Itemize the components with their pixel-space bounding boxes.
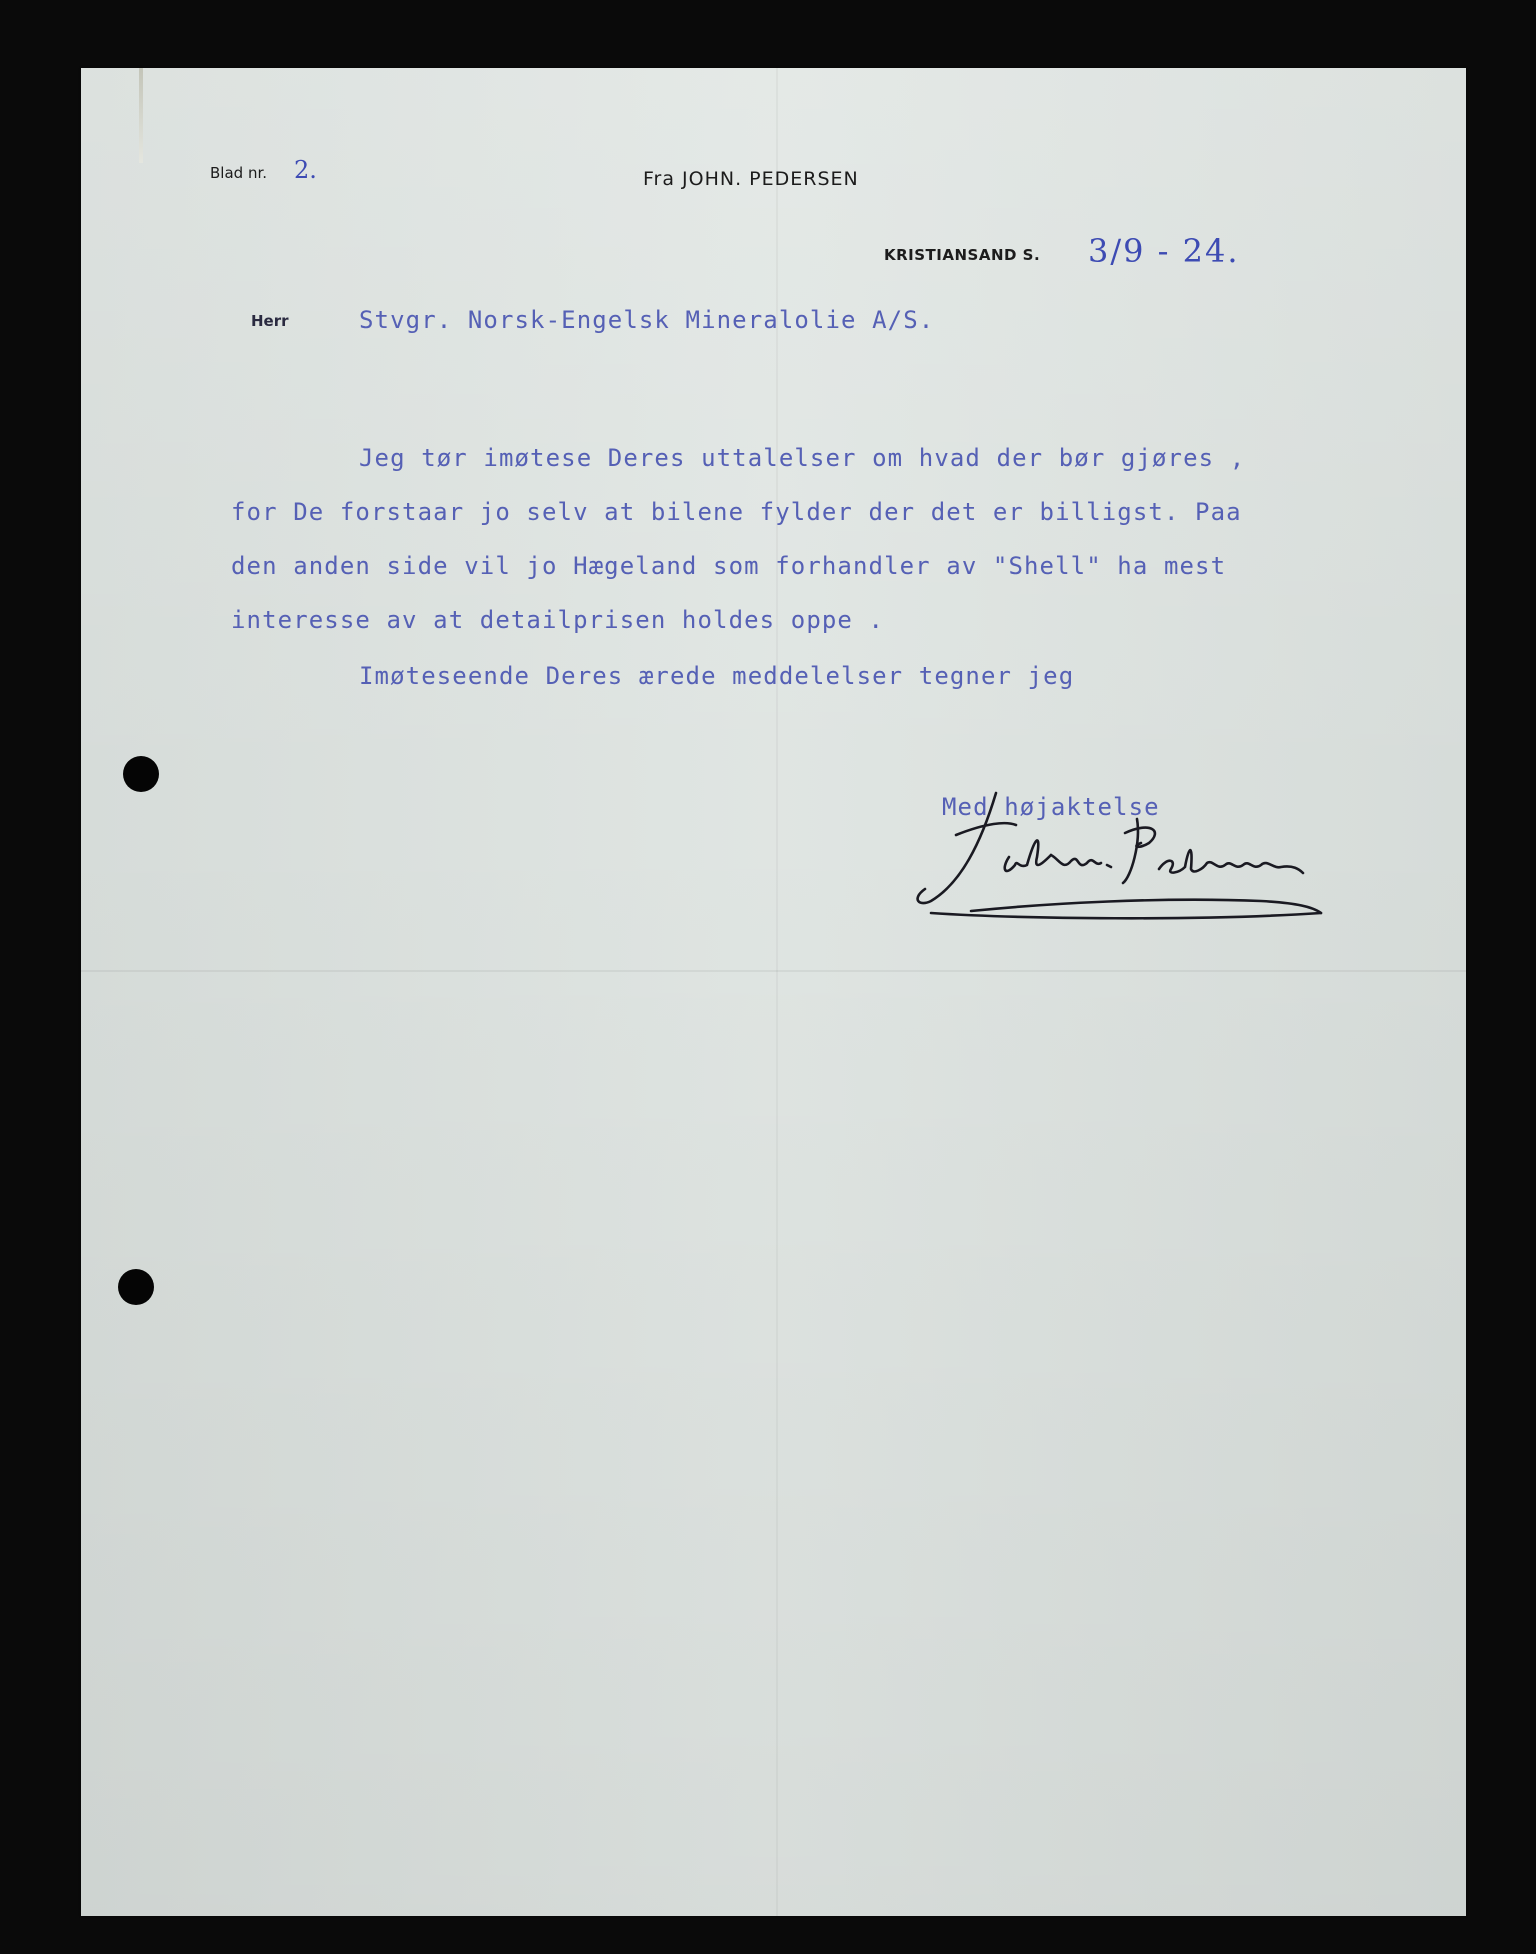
salutation-herr: Herr <box>251 312 289 330</box>
sheet-number: 2. <box>294 156 317 184</box>
letterhead-place: KRISTIANSAND S. <box>884 246 1041 264</box>
body-line: Jeg tør imøtese Deres uttalelser om hvad der bør gjøres , <box>359 444 1246 472</box>
letterhead-sender: Fra JOHN. PEDERSEN <box>643 168 859 190</box>
body-line: for De forstaar jo selv at bilene fylder der det er billigst. Paa <box>231 498 1242 526</box>
valediction: Med højaktelse <box>942 793 1160 821</box>
body-line: den anden side vil jo Hægeland som forhandler av "Shell" ha mest <box>231 552 1227 580</box>
punch-hole-icon <box>123 756 159 792</box>
horizontal-fold-line <box>81 970 1466 972</box>
sheet-number-label: Blad nr. <box>210 164 268 182</box>
letter-sheet <box>81 68 1466 1916</box>
body-line: interesse av at detailprisen holdes oppe . <box>231 606 885 634</box>
vertical-fold-line <box>776 68 778 1916</box>
paper-edge-mark <box>139 68 143 163</box>
closing-sentence: Imøteseende Deres ærede meddelelser tegner jeg <box>359 662 1075 690</box>
letter-date: 3/9 - 24. <box>1088 232 1240 270</box>
punch-hole-icon <box>118 1269 154 1305</box>
signature-image <box>901 773 1341 923</box>
recipient-line: Stvgr. Norsk-Engelsk Mineralolie A/S. <box>359 306 935 334</box>
